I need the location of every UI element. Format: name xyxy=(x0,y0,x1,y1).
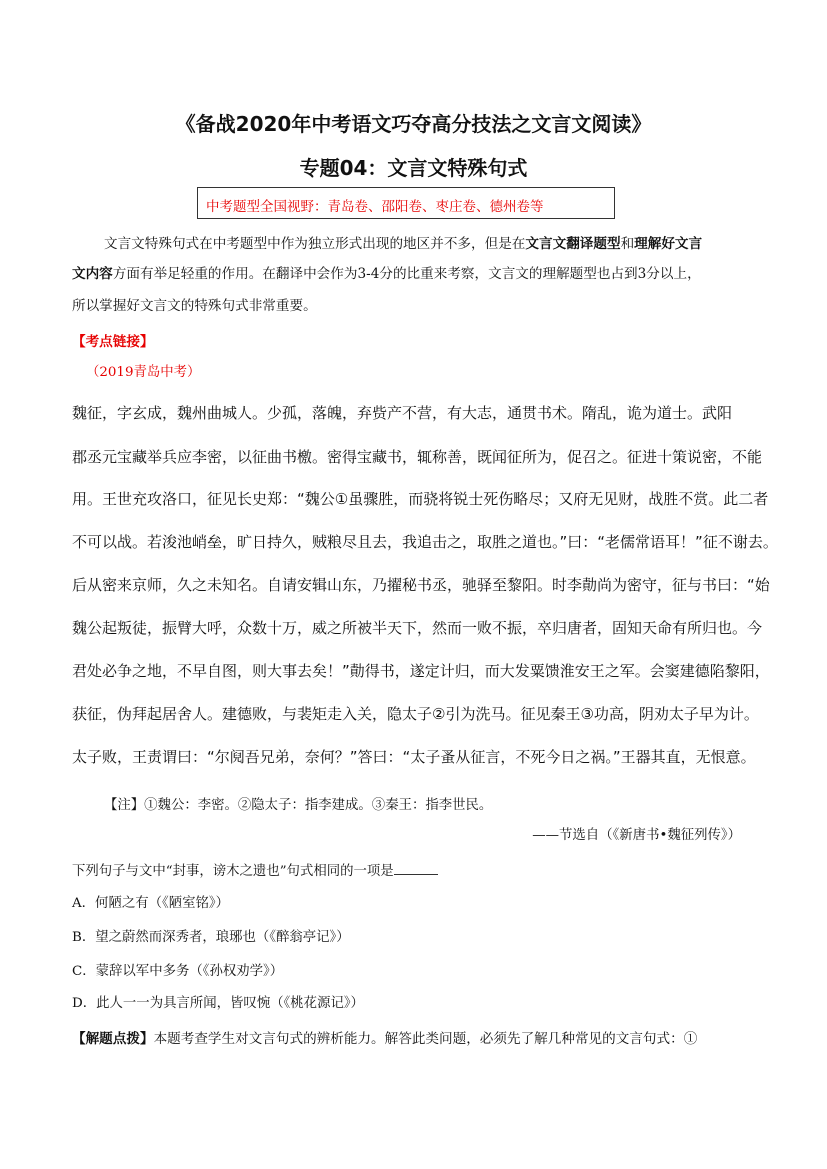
option-a: A．何陋之有（《陋室铭》） xyxy=(72,896,229,911)
passage-line: 郡丞元宝藏举兵应李密，以征曲书檄。密得宝藏书，辄称善，既闻征所为，促召之。征进十策说密，不能 xyxy=(72,448,763,466)
passage-line: 魏征，字玄成，魏州曲城人。少孤，落魄，弃赀产不营，有大志，通贯书术。隋乱，诡为道士。武阳 xyxy=(72,404,733,422)
passage-line: 不可以战。若浚池峭垒，旷日持久，贼粮尽且去，我追击之，取胜之道也。”曰：“老儒常语耳！”征不谢去。 xyxy=(72,533,778,551)
tip-text: 本题考查学生对文言句式的辨析能力。解答此类问题，必须先了解几种常见的文言句式：① xyxy=(153,1031,698,1047)
tip-label: 【解题点拨】 xyxy=(72,1031,154,1047)
answer-blank xyxy=(394,862,438,875)
passage-line: 君处必争之地，不早自图，则大事去矣！”勣得书，遂定计归，而大发粟馈淮安王之军。会窦建德陷黎阳， xyxy=(72,662,770,680)
passage-line: 魏公起叛徒，振臂大呼，众数十万，威之所被半天下，然而一败不振，卒归唐者，固知天命有所归也。今 xyxy=(72,619,763,637)
intro-line-3: 所以掌握好文言文的特殊句式非常重要。 xyxy=(72,298,317,314)
question-text: 下列句子与文中“封事，谤木之遗也”句式相同的一项是 xyxy=(72,864,394,879)
section-heading: 【考点链接】 xyxy=(72,334,154,350)
annotation-note: 【注】①魏公：李密。②隐太子：指李建成。③秦王：指李世民。 xyxy=(104,798,493,813)
intro-bold-term: 翻译题型 xyxy=(566,236,621,252)
passage-line: 太子败，王责谓曰：“尔阋吾兄弟，奈何？”答曰：“太子蚤从征言，不死今日之祸。”王器其直，无恨意。 xyxy=(72,748,756,766)
passage-line: 用。王世充攻洛口，征见长史郑：“魏公①虽骤胜，而骁将锐士死伤略尽；又府无见财，战胜不赏。此二者 xyxy=(72,490,769,508)
intro-line-2 xyxy=(72,262,701,282)
exam-source: （2019青岛中考） xyxy=(86,365,201,380)
intro-text: 文言文特殊句式在中考题型中作为独立形式出现的地区并不多，但是在 xyxy=(104,236,526,252)
intro-text: 和 xyxy=(620,236,635,252)
option-c: C．蒙辞以军中多务（《孙权劝学》） xyxy=(72,964,284,979)
intro-line-1 xyxy=(104,232,702,252)
intro-bold-term: 文言文 xyxy=(525,236,567,252)
passage-line: 后从密来京师，久之未知名。自请安辑山东，乃擢秘书丞，驰驿至黎阳。时李勣尚为密守，征与书曰：“始 xyxy=(72,576,770,594)
intro-bold-term: 文内容 xyxy=(72,266,113,282)
intro-text: 方面有举足轻重的作用。在翻译中会作为3-4分的比重来考察，文言文的理解题型也占到3分以上， xyxy=(112,266,701,282)
document-title: 《备战2020年中考语文巧夺高分技法之文言文阅读》 xyxy=(175,112,652,136)
citation: ——节选自（《新唐书•魏征列传》） xyxy=(532,828,741,843)
option-b: B．望之蔚然而深秀者，琅琊也（《醉翁亭记》） xyxy=(72,930,350,945)
option-d: D．此人一一为具言所闻，皆叹惋（《桃花源记》） xyxy=(72,996,364,1011)
passage-line: 获征，伪拜起居舍人。建德败，与裴矩走入关，隐太子②引为洗马。征见秦王③功高，阴劝太子早为计。 xyxy=(72,705,759,723)
intro-bold-term: 理解好文言 xyxy=(634,236,703,252)
scope-box: 中考题型全国视野：青岛卷、邵阳卷、枣庄卷、德州卷等 xyxy=(197,187,615,219)
solution-tip xyxy=(72,1027,697,1047)
document-subtitle: 专题04：文言文特殊句式 xyxy=(299,156,528,180)
question-stem xyxy=(72,860,438,879)
